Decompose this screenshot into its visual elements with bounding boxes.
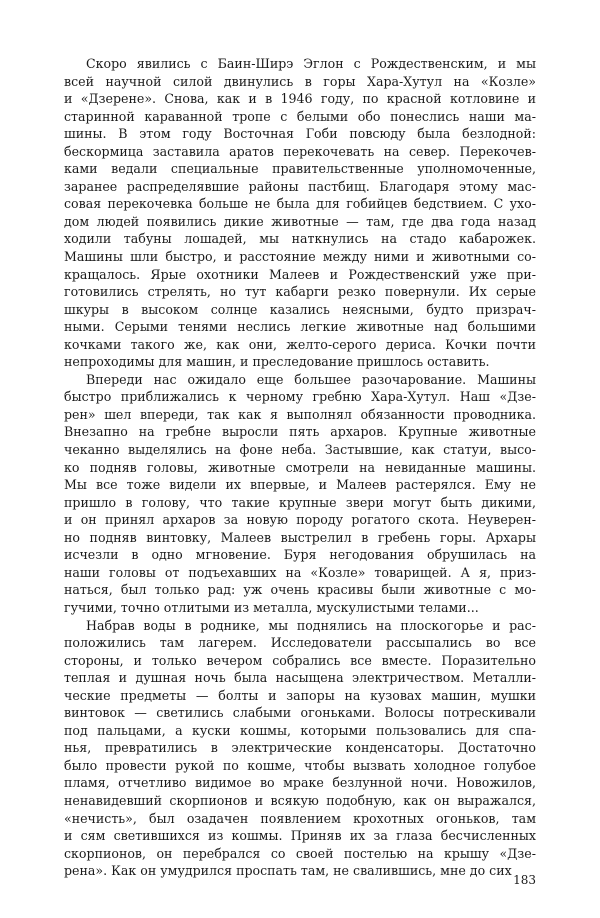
text-line: и «Дзерене». Снова, как и в 1946 году, по красной котловине и xyxy=(64,91,536,107)
text-line: всей научной силой двинулись в горы Хара-Хутул на «Козле» xyxy=(64,73,536,89)
text-line: совая перекочевка больше не была для гобийцев бедствием. С ухо- xyxy=(64,196,536,212)
text-line: было провести рукой по кошме, чтобы вызвать холодное голубое xyxy=(64,757,536,773)
text-line: винтовок — светились слабыми огоньками. Волосы потрескивали xyxy=(64,705,536,721)
text-line: наши головы от подъехавших на «Козле» товарищей. А я, приз- xyxy=(64,564,536,580)
text-line: пламя, отчетливо видимое во мраке безлунной ночи. Новожилов, xyxy=(64,775,536,791)
text-line: Впереди нас ожидало еще большее разочарование. Машины xyxy=(86,371,536,387)
text-line: рен» шел впереди, так как я выполнял обязанности проводника. xyxy=(64,406,536,422)
text-line: Машины шли быстро, и расстояние между ними и животными со- xyxy=(64,249,536,265)
text-line: наться, был только рад: уж очень красивы были животные с мо- xyxy=(64,582,536,598)
text-line: теплая и душная ночь была насыщена электричеством. Металли- xyxy=(64,670,536,686)
text-line: и сям светившихся из кошмы. Приняв их за глаза бесчисленных xyxy=(64,828,536,844)
text-line: нья, превратились в электрические конденсаторы. Достаточно xyxy=(64,740,536,756)
text-line: дом людей появились дикие животные — там, где два года назад xyxy=(64,213,536,229)
text-line: быстро приближались к черному гребню Хара-Хутул. Наш «Дзе- xyxy=(64,389,536,405)
text-line: старинной караванной тропе с белыми обо понеслись наши ма- xyxy=(64,108,536,124)
text-line: Внезапно на гребне выросли пять архаров. Крупные животные xyxy=(64,424,536,440)
text-line: стороны, и только вечером собрались все вместе. Поразительно xyxy=(64,652,536,668)
text-line: кращалось. Ярые охотники Малеев и Рождественский уже при- xyxy=(64,266,536,282)
text-line: Мы все тоже видели их впервые, и Малеев растерялся. Ему не xyxy=(64,477,536,493)
text-line: и он принял архаров за новую породу рогатого скота. Неуверен- xyxy=(64,512,536,528)
paragraph xyxy=(64,617,536,880)
text-line: шины. В этом году Восточная Гоби повсюду была безлодной: xyxy=(64,126,536,142)
text-line: ненавидевший скорпионов и всякую подобную, как он выражался, xyxy=(64,792,536,808)
text-line: непроходимы для машин, и преследование пришлось оставить. xyxy=(64,354,490,370)
text-line: заранее распределявшие районы пастбищ. Благодаря этому мас- xyxy=(64,178,536,194)
text-line: ками ведали специальные правительственные уполномоченные, xyxy=(64,161,536,177)
text-line: ными. Серыми тенями неслись легкие животные над большими xyxy=(64,319,536,335)
text-line: пришло в голову, что такие крупные звери могут быть дикими, xyxy=(64,494,536,510)
text-line: бескормица заставила аратов перекочевать на север. Перекочев- xyxy=(64,143,536,159)
text-line: гучими, точно отлитыми из металла, мускулистыми телами... xyxy=(64,599,479,615)
text-line: «нечисть», был озадачен появлением крохотных огоньков, там xyxy=(64,810,536,826)
text-line: рена». Как он умудрился проспать там, не свалившись, мне до сих xyxy=(64,863,512,879)
text-line: Скоро явились с Баин-Ширэ Эглон с Рождественским, и мы xyxy=(86,56,536,71)
paragraph xyxy=(64,55,536,371)
text-line: под пальцами, а куски кошмы, которыми пользовались для спа- xyxy=(64,722,536,738)
text-line: но подняв винтовку, Малеев выстрелил в гребень горы. Архары xyxy=(64,529,536,545)
text-line: чеканно выделялись на фоне неба. Застывшие, как статуи, высо- xyxy=(64,442,536,458)
text-line: ходили табуны лошадей, мы наткнулись на стадо кабарожек. xyxy=(64,231,536,247)
text-line: исчезли в одно мгновение. Буря негодования обрушилась на xyxy=(64,547,536,563)
body-text xyxy=(64,55,536,880)
text-line: ческие предметы — болты и запоры на кузовах машин, мушки xyxy=(64,687,536,703)
page-number: 183 xyxy=(513,873,536,887)
paragraph xyxy=(64,371,536,617)
text-line: шкуры в высоком солнце казались неясными, будто призрач- xyxy=(64,301,536,317)
text-line: готовились стрелять, но тут кабарги резко повернули. Их серые xyxy=(64,284,536,300)
text-line: положились там лагерем. Исследователи рассыпались во все xyxy=(64,635,536,651)
text-line: Набрав воды в роднике, мы поднялись на плоскогорье и рас- xyxy=(86,617,536,633)
text-line: кочками такого же, как они, желто-серого дериса. Кочки почти xyxy=(64,336,536,352)
text-line: скорпионов, он перебрался со своей постелью на крышу «Дзе- xyxy=(64,845,536,861)
text-line: ко подняв головы, животные смотрели на невиданные машины. xyxy=(64,459,536,475)
